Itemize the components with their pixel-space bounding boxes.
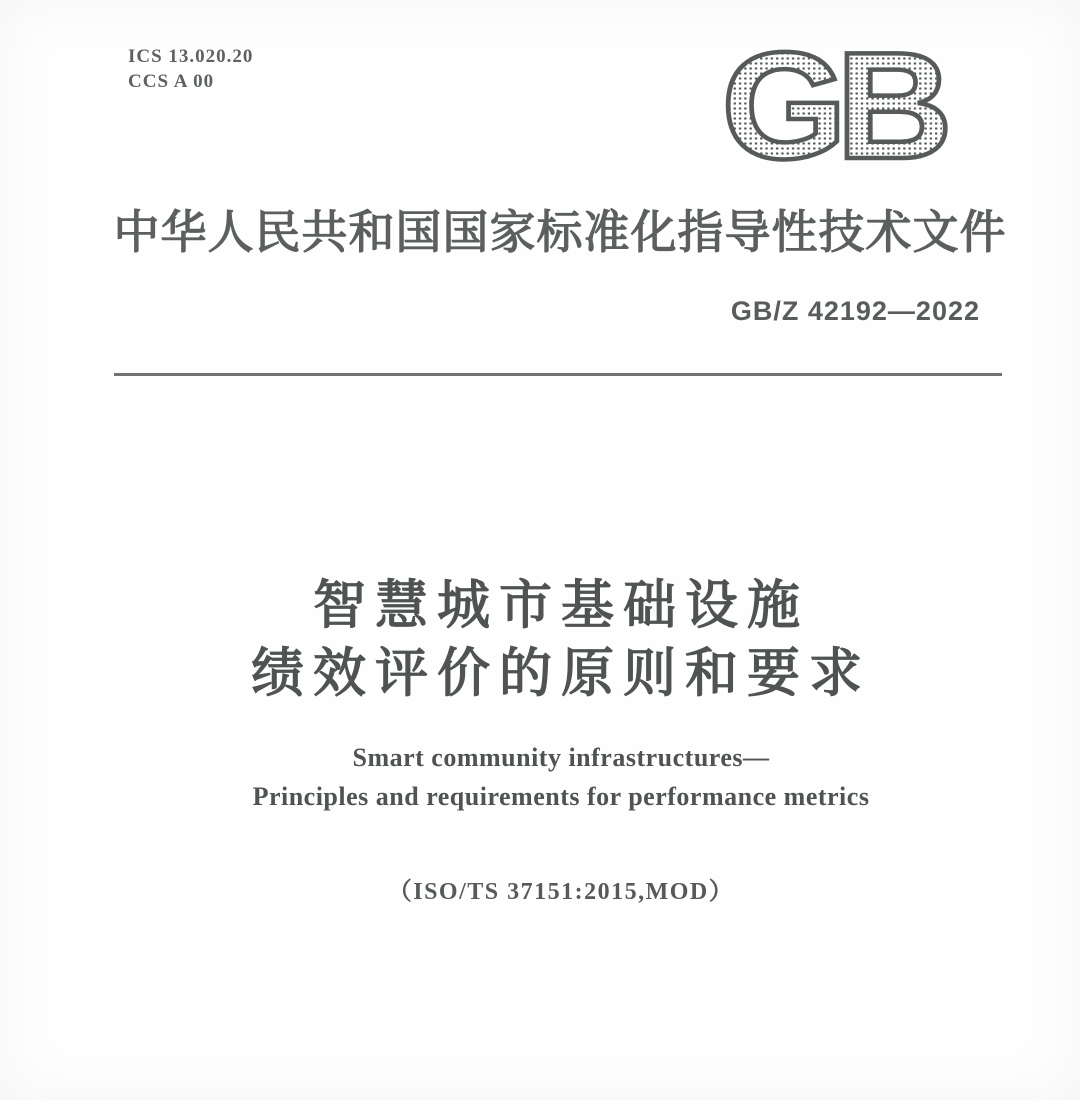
document-title-en-line2: Principles and requirements for performance metrics bbox=[252, 782, 870, 811]
standard-number: GB/Z 42192—2022 bbox=[730, 296, 980, 326]
document-title-cn-line1: 智慧城市基础设施 bbox=[313, 576, 809, 635]
document-title-en bbox=[42, 738, 1080, 816]
ics-code: ICS 13.020.20 bbox=[128, 46, 254, 67]
document-title-cn-line2: 绩效评价的原则和要求 bbox=[251, 644, 871, 703]
divider-rule bbox=[114, 373, 1002, 376]
classification-codes bbox=[128, 44, 253, 94]
ccs-code: CCS A 00 bbox=[128, 71, 215, 92]
gb-logo-text: GB bbox=[721, 21, 942, 191]
document-title-en-line1: Smart community infrastructures— bbox=[352, 743, 770, 772]
gb-logo-icon bbox=[721, 21, 942, 191]
standard-type-title: 中华人民共和国国家标准化指导性技术文件 bbox=[113, 207, 1007, 258]
document-title-block bbox=[0, 572, 1080, 906]
iso-reference: （ISO/TS 37151:2015,MOD） bbox=[387, 879, 735, 905]
